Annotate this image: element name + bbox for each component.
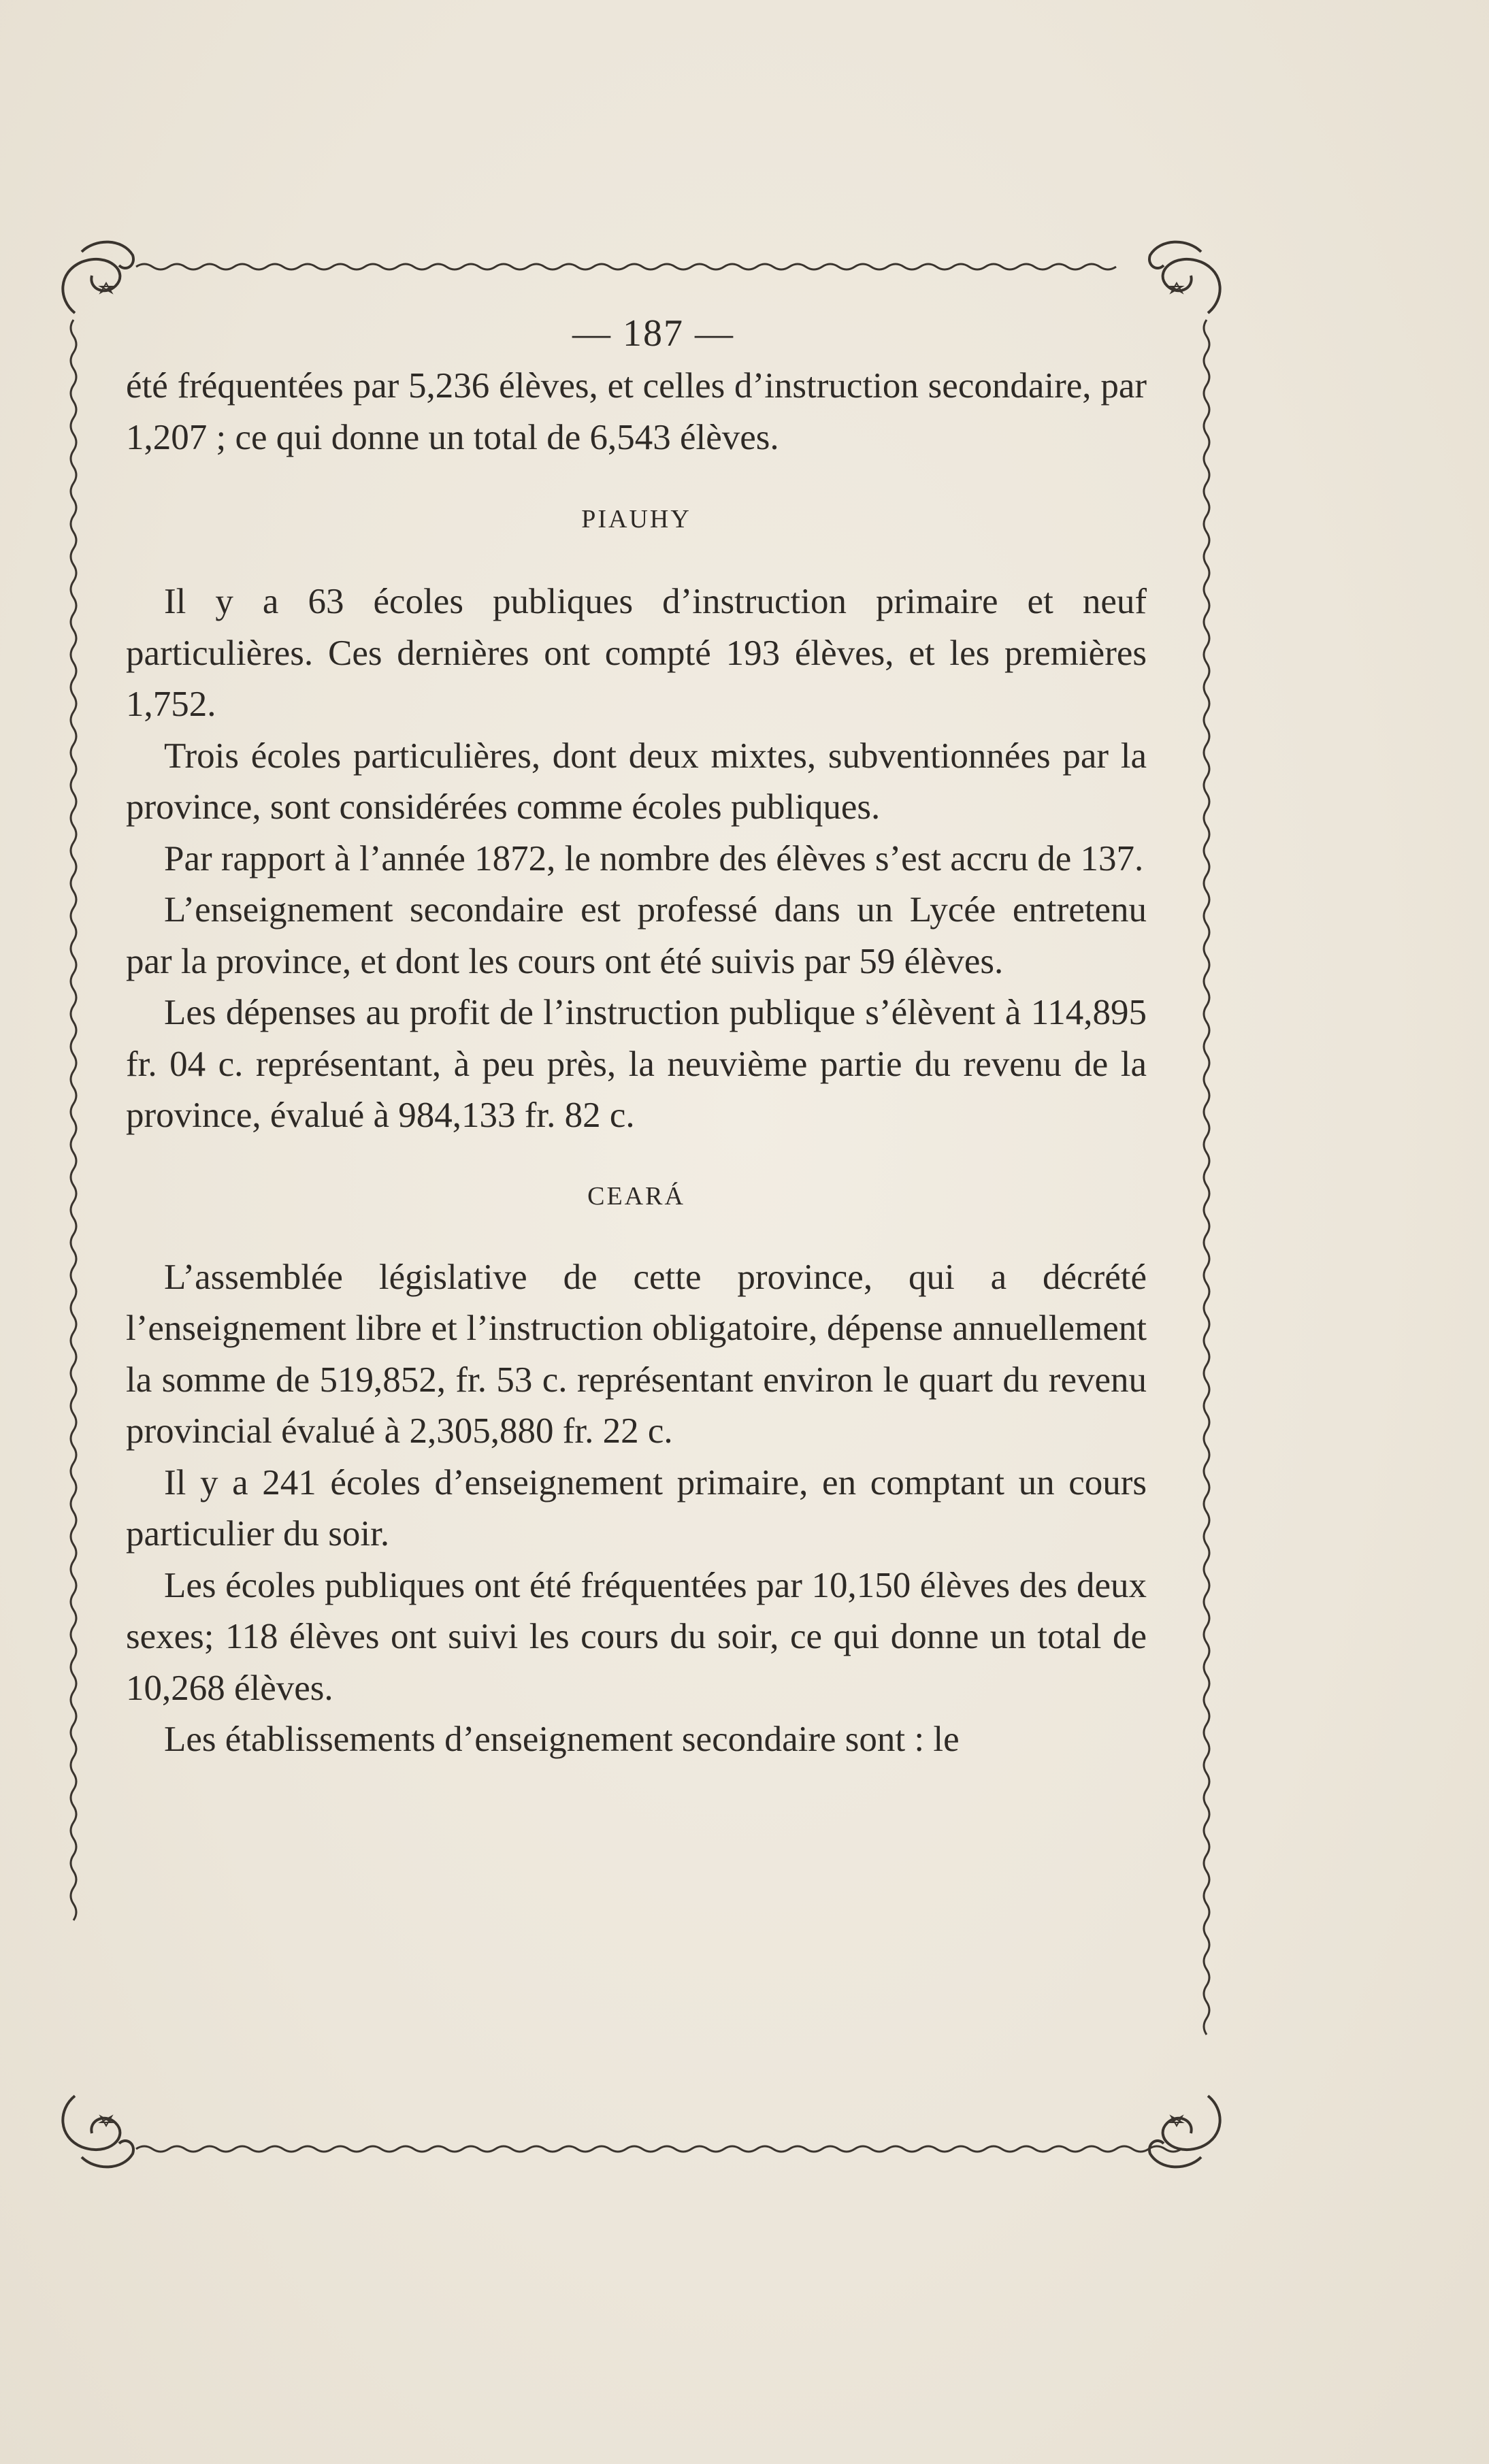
paragraph-continued: été fréquentées par 5,236 élèves, et celles d’instruction secondaire, par 1,207 ; ce qui donne un total de 6,543 élèves. bbox=[126, 366, 1147, 457]
corner-ornament-top-right bbox=[1149, 242, 1220, 313]
paragraph: L’enseignement secondaire est professé dans un Lycée entretenu par la province, et dont les cours ont été suivis par 59 élèves. bbox=[126, 890, 1147, 981]
corner-ornament-top-left bbox=[63, 242, 133, 313]
corner-ornament-bottom-right bbox=[1149, 2096, 1220, 2167]
paragraph-continues: Les établissements d’enseignement secondaire sont : le bbox=[164, 1720, 960, 1759]
paragraph: Trois écoles particulières, dont deux mixtes, subventionnées par la province, sont considérées comme écoles publiques. bbox=[126, 736, 1147, 827]
page-number: — 187 — bbox=[572, 312, 734, 355]
paragraph: Il y a 241 écoles d’enseignement primaire, en comptant un cours particulier du soir. bbox=[126, 1462, 1147, 1554]
page-content bbox=[126, 306, 1147, 1766]
paragraph: Les dépenses au profit de l’instruction publique s’élèvent à 114,895 fr. 04 c. représentant, à peu près, la neuvième partie du revenu de la province, évalué à 984,133 fr. 82 c. bbox=[126, 993, 1147, 1135]
paragraph: Par rapport à l’année 1872, le nombre des élèves s’est accru de 137. bbox=[164, 838, 1144, 878]
section-heading-ceara: CEARÁ bbox=[587, 1181, 685, 1211]
corner-ornament-bottom-left bbox=[63, 2096, 133, 2167]
section-heading-piauhy: PIAUHY bbox=[581, 505, 691, 533]
paragraph: L’assemblée législative de cette province, qui a décrété l’enseignement libre et l’instruction obligatoire, dépense annuellement la somme de 519,852, fr. 53 c. représentant environ le quart du revenu provincial évalué à 2,305,880 fr. 22 c. bbox=[126, 1257, 1147, 1451]
paragraph: Les écoles publiques ont été fréquentées par 10,150 élèves des deux sexes; 118 élèves ont suivi les cours du soir, ce qui donne un total de 10,268 élèves. bbox=[126, 1565, 1147, 1708]
paragraph: Il y a 63 écoles publiques d’instruction primaire et neuf particulières. Ces dernières ont compté 193 élèves, et les premières 1,752. bbox=[126, 582, 1147, 724]
